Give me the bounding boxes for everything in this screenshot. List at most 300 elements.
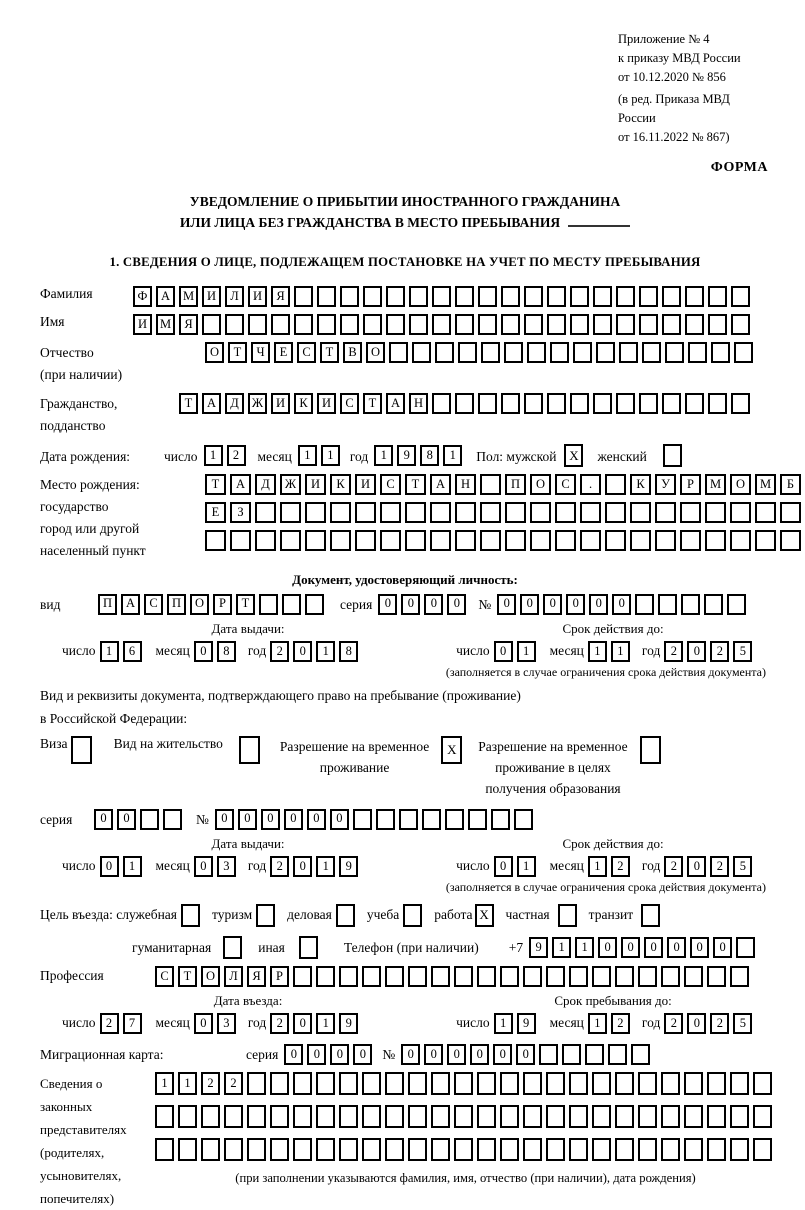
char-cell[interactable]: П <box>167 594 186 615</box>
char-cell[interactable] <box>593 286 612 307</box>
char-cell[interactable]: 0 <box>307 809 326 830</box>
char-cell[interactable]: 1 <box>443 445 462 466</box>
char-cell[interactable] <box>478 286 497 307</box>
char-cell[interactable]: 9 <box>339 856 358 877</box>
char-cell[interactable] <box>593 314 612 335</box>
char-cell[interactable] <box>585 1044 604 1065</box>
char-cell[interactable] <box>605 530 626 551</box>
char-cell[interactable]: 2 <box>710 856 729 877</box>
char-cell[interactable] <box>580 502 601 523</box>
char-cell[interactable] <box>409 314 428 335</box>
char-cell[interactable] <box>353 809 372 830</box>
char-cell[interactable] <box>736 937 755 958</box>
char-cell[interactable]: 1 <box>178 1072 197 1095</box>
char-cell[interactable] <box>755 530 776 551</box>
char-cell[interactable]: 5 <box>733 641 752 662</box>
char-cell[interactable] <box>615 1072 634 1095</box>
char-cell[interactable] <box>638 1072 657 1095</box>
char-cell[interactable] <box>408 1138 427 1161</box>
char-cell[interactable]: 0 <box>470 1044 489 1065</box>
char-cell[interactable] <box>705 530 726 551</box>
char-cell[interactable]: О <box>205 342 224 363</box>
char-cell[interactable] <box>385 1072 404 1095</box>
char-cell[interactable] <box>569 1105 588 1128</box>
char-cell[interactable] <box>527 342 546 363</box>
char-cell[interactable] <box>478 393 497 414</box>
char-cell[interactable]: 8 <box>217 641 236 662</box>
char-cell[interactable] <box>339 1072 358 1095</box>
char-cell[interactable] <box>630 530 651 551</box>
char-cell[interactable] <box>546 1072 565 1095</box>
char-cell[interactable] <box>480 502 501 523</box>
char-cell[interactable]: 0 <box>100 856 119 877</box>
char-cell[interactable]: 5 <box>733 1013 752 1034</box>
char-cell[interactable] <box>708 286 727 307</box>
char-cell[interactable]: 1 <box>588 641 607 662</box>
char-cell[interactable] <box>530 502 551 523</box>
char-cell[interactable]: 0 <box>447 594 466 615</box>
char-cell[interactable] <box>616 393 635 414</box>
char-cell[interactable] <box>178 1105 197 1128</box>
purpose-business-checkbox[interactable] <box>336 904 355 927</box>
char-cell[interactable] <box>230 530 251 551</box>
char-cell[interactable]: Ф <box>133 286 152 307</box>
char-cell[interactable] <box>455 502 476 523</box>
char-cell[interactable] <box>316 1105 335 1128</box>
char-cell[interactable]: 2 <box>710 1013 729 1034</box>
char-cell[interactable]: 0 <box>215 809 234 830</box>
temp-residence-checkbox[interactable]: X <box>441 736 462 764</box>
char-cell[interactable]: И <box>202 286 221 307</box>
char-cell[interactable]: 0 <box>494 641 513 662</box>
char-cell[interactable] <box>431 1138 450 1161</box>
char-cell[interactable]: 3 <box>217 1013 236 1034</box>
char-cell[interactable]: 1 <box>204 445 223 466</box>
sex-female-checkbox[interactable] <box>663 444 682 467</box>
char-cell[interactable]: З <box>230 502 251 523</box>
char-cell[interactable] <box>665 342 684 363</box>
char-cell[interactable]: О <box>530 474 551 495</box>
char-cell[interactable]: 1 <box>588 856 607 877</box>
char-cell[interactable]: Т <box>405 474 426 495</box>
char-cell[interactable] <box>707 966 726 987</box>
char-cell[interactable] <box>271 314 290 335</box>
char-cell[interactable] <box>753 1072 772 1095</box>
char-cell[interactable] <box>316 966 335 987</box>
char-cell[interactable] <box>711 342 730 363</box>
char-cell[interactable] <box>635 594 654 615</box>
char-cell[interactable] <box>555 502 576 523</box>
char-cell[interactable] <box>593 393 612 414</box>
char-cell[interactable] <box>685 286 704 307</box>
char-cell[interactable]: 2 <box>270 1013 289 1034</box>
char-cell[interactable] <box>638 966 657 987</box>
char-cell[interactable] <box>294 314 313 335</box>
char-cell[interactable] <box>340 314 359 335</box>
char-cell[interactable]: 0 <box>667 937 686 958</box>
char-cell[interactable]: Т <box>205 474 226 495</box>
char-cell[interactable]: Д <box>225 393 244 414</box>
char-cell[interactable] <box>780 502 801 523</box>
char-cell[interactable] <box>546 966 565 987</box>
char-cell[interactable] <box>707 1072 726 1095</box>
char-cell[interactable]: 0 <box>401 594 420 615</box>
char-cell[interactable]: 0 <box>589 594 608 615</box>
char-cell[interactable]: 7 <box>123 1013 142 1034</box>
purpose-transit-checkbox[interactable] <box>641 904 660 927</box>
char-cell[interactable] <box>247 1105 266 1128</box>
char-cell[interactable] <box>455 314 474 335</box>
char-cell[interactable] <box>293 1138 312 1161</box>
char-cell[interactable] <box>639 286 658 307</box>
char-cell[interactable]: 0 <box>194 641 213 662</box>
char-cell[interactable] <box>412 342 431 363</box>
purpose-work-checkbox[interactable]: X <box>475 904 494 927</box>
char-cell[interactable] <box>445 809 464 830</box>
char-cell[interactable]: 2 <box>611 1013 630 1034</box>
char-cell[interactable] <box>642 342 661 363</box>
char-cell[interactable] <box>592 966 611 987</box>
char-cell[interactable]: Л <box>225 286 244 307</box>
char-cell[interactable] <box>730 1072 749 1095</box>
char-cell[interactable] <box>569 966 588 987</box>
char-cell[interactable] <box>491 809 510 830</box>
char-cell[interactable]: Т <box>228 342 247 363</box>
char-cell[interactable] <box>178 1138 197 1161</box>
char-cell[interactable]: 1 <box>298 445 317 466</box>
char-cell[interactable]: 9 <box>517 1013 536 1034</box>
char-cell[interactable] <box>685 314 704 335</box>
char-cell[interactable] <box>705 502 726 523</box>
char-cell[interactable]: М <box>705 474 726 495</box>
char-cell[interactable] <box>547 286 566 307</box>
char-cell[interactable] <box>247 1138 266 1161</box>
char-cell[interactable] <box>140 809 159 830</box>
char-cell[interactable]: 5 <box>733 856 752 877</box>
char-cell[interactable]: С <box>144 594 163 615</box>
char-cell[interactable]: 3 <box>217 856 236 877</box>
char-cell[interactable] <box>430 502 451 523</box>
char-cell[interactable] <box>616 314 635 335</box>
char-cell[interactable] <box>505 530 526 551</box>
char-cell[interactable]: А <box>230 474 251 495</box>
char-cell[interactable] <box>155 1105 174 1128</box>
char-cell[interactable] <box>570 393 589 414</box>
char-cell[interactable] <box>734 342 753 363</box>
char-cell[interactable] <box>662 286 681 307</box>
char-cell[interactable] <box>704 594 723 615</box>
char-cell[interactable]: 0 <box>293 641 312 662</box>
char-cell[interactable] <box>270 1105 289 1128</box>
char-cell[interactable]: П <box>505 474 526 495</box>
char-cell[interactable] <box>661 1105 680 1128</box>
char-cell[interactable] <box>592 1072 611 1095</box>
char-cell[interactable]: 0 <box>566 594 585 615</box>
char-cell[interactable]: 0 <box>612 594 631 615</box>
char-cell[interactable] <box>468 809 487 830</box>
char-cell[interactable]: 1 <box>155 1072 174 1095</box>
char-cell[interactable]: 0 <box>293 856 312 877</box>
char-cell[interactable]: 1 <box>517 641 536 662</box>
char-cell[interactable]: 0 <box>330 809 349 830</box>
char-cell[interactable] <box>524 286 543 307</box>
char-cell[interactable]: 0 <box>644 937 663 958</box>
char-cell[interactable] <box>385 1105 404 1128</box>
char-cell[interactable] <box>524 393 543 414</box>
char-cell[interactable] <box>523 966 542 987</box>
char-cell[interactable] <box>294 286 313 307</box>
char-cell[interactable] <box>523 1138 542 1161</box>
char-cell[interactable] <box>431 966 450 987</box>
char-cell[interactable]: 0 <box>330 1044 349 1065</box>
char-cell[interactable] <box>201 1105 220 1128</box>
char-cell[interactable]: 1 <box>100 641 119 662</box>
char-cell[interactable] <box>481 342 500 363</box>
purpose-tourism-checkbox[interactable] <box>256 904 275 927</box>
char-cell[interactable] <box>316 1138 335 1161</box>
char-cell[interactable] <box>305 502 326 523</box>
char-cell[interactable] <box>631 1044 650 1065</box>
char-cell[interactable]: О <box>730 474 751 495</box>
char-cell[interactable] <box>523 1105 542 1128</box>
char-cell[interactable] <box>569 1138 588 1161</box>
char-cell[interactable] <box>500 1138 519 1161</box>
char-cell[interactable]: 9 <box>339 1013 358 1034</box>
char-cell[interactable] <box>569 1072 588 1095</box>
char-cell[interactable] <box>514 809 533 830</box>
char-cell[interactable]: Л <box>224 966 243 987</box>
char-cell[interactable]: 0 <box>687 1013 706 1034</box>
char-cell[interactable] <box>546 1105 565 1128</box>
char-cell[interactable] <box>454 1105 473 1128</box>
char-cell[interactable] <box>655 502 676 523</box>
char-cell[interactable] <box>707 1105 726 1128</box>
char-cell[interactable] <box>408 1072 427 1095</box>
char-cell[interactable] <box>547 393 566 414</box>
char-cell[interactable] <box>163 809 182 830</box>
char-cell[interactable]: Т <box>236 594 255 615</box>
char-cell[interactable]: О <box>190 594 209 615</box>
char-cell[interactable] <box>224 1105 243 1128</box>
char-cell[interactable] <box>608 1044 627 1065</box>
char-cell[interactable] <box>255 530 276 551</box>
char-cell[interactable]: А <box>386 393 405 414</box>
char-cell[interactable]: 1 <box>316 856 335 877</box>
char-cell[interactable]: 0 <box>543 594 562 615</box>
char-cell[interactable] <box>596 342 615 363</box>
char-cell[interactable]: 2 <box>710 641 729 662</box>
char-cell[interactable] <box>630 502 651 523</box>
char-cell[interactable] <box>225 314 244 335</box>
char-cell[interactable] <box>501 286 520 307</box>
char-cell[interactable] <box>339 1138 358 1161</box>
char-cell[interactable] <box>477 1105 496 1128</box>
char-cell[interactable]: П <box>98 594 117 615</box>
char-cell[interactable] <box>546 1138 565 1161</box>
char-cell[interactable]: М <box>755 474 776 495</box>
char-cell[interactable]: Е <box>205 502 226 523</box>
char-cell[interactable] <box>355 530 376 551</box>
purpose-official-checkbox[interactable] <box>181 904 200 927</box>
char-cell[interactable] <box>570 314 589 335</box>
char-cell[interactable] <box>727 594 746 615</box>
char-cell[interactable]: 0 <box>687 641 706 662</box>
char-cell[interactable] <box>386 286 405 307</box>
char-cell[interactable] <box>255 502 276 523</box>
char-cell[interactable] <box>658 594 677 615</box>
char-cell[interactable] <box>478 314 497 335</box>
char-cell[interactable]: 2 <box>201 1072 220 1095</box>
char-cell[interactable] <box>422 809 441 830</box>
char-cell[interactable]: 2 <box>611 856 630 877</box>
char-cell[interactable]: Т <box>178 966 197 987</box>
purpose-humanitarian-checkbox[interactable] <box>223 936 242 959</box>
char-cell[interactable]: К <box>294 393 313 414</box>
char-cell[interactable] <box>592 1138 611 1161</box>
char-cell[interactable]: И <box>133 314 152 335</box>
char-cell[interactable] <box>455 530 476 551</box>
char-cell[interactable] <box>339 1105 358 1128</box>
char-cell[interactable]: Н <box>455 474 476 495</box>
char-cell[interactable] <box>259 594 278 615</box>
char-cell[interactable]: 0 <box>238 809 257 830</box>
char-cell[interactable]: Р <box>680 474 701 495</box>
char-cell[interactable]: 2 <box>664 856 683 877</box>
char-cell[interactable] <box>455 393 474 414</box>
char-cell[interactable]: Ч <box>251 342 270 363</box>
char-cell[interactable]: О <box>366 342 385 363</box>
char-cell[interactable] <box>550 342 569 363</box>
char-cell[interactable]: И <box>305 474 326 495</box>
char-cell[interactable] <box>681 594 700 615</box>
char-cell[interactable] <box>662 314 681 335</box>
char-cell[interactable]: 2 <box>664 1013 683 1034</box>
char-cell[interactable]: 0 <box>293 1013 312 1034</box>
char-cell[interactable] <box>680 530 701 551</box>
char-cell[interactable] <box>562 1044 581 1065</box>
char-cell[interactable]: Р <box>213 594 232 615</box>
char-cell[interactable]: 0 <box>194 1013 213 1034</box>
char-cell[interactable]: 0 <box>424 1044 443 1065</box>
char-cell[interactable]: С <box>297 342 316 363</box>
char-cell[interactable] <box>408 966 427 987</box>
char-cell[interactable]: 0 <box>687 856 706 877</box>
char-cell[interactable] <box>500 1072 519 1095</box>
char-cell[interactable] <box>685 393 704 414</box>
char-cell[interactable]: 1 <box>494 1013 513 1034</box>
char-cell[interactable]: 2 <box>664 641 683 662</box>
char-cell[interactable] <box>505 502 526 523</box>
char-cell[interactable] <box>755 502 776 523</box>
char-cell[interactable]: 1 <box>575 937 594 958</box>
char-cell[interactable] <box>405 530 426 551</box>
char-cell[interactable] <box>780 530 801 551</box>
char-cell[interactable]: И <box>317 393 336 414</box>
char-cell[interactable]: 0 <box>497 594 516 615</box>
char-cell[interactable] <box>504 342 523 363</box>
char-cell[interactable] <box>707 1138 726 1161</box>
char-cell[interactable] <box>224 1138 243 1161</box>
char-cell[interactable] <box>305 530 326 551</box>
char-cell[interactable]: К <box>330 474 351 495</box>
char-cell[interactable] <box>730 1105 749 1128</box>
char-cell[interactable] <box>431 1072 450 1095</box>
char-cell[interactable] <box>389 342 408 363</box>
char-cell[interactable]: С <box>380 474 401 495</box>
char-cell[interactable] <box>477 1072 496 1095</box>
char-cell[interactable] <box>639 314 658 335</box>
char-cell[interactable]: 0 <box>516 1044 535 1065</box>
char-cell[interactable]: 1 <box>316 641 335 662</box>
char-cell[interactable] <box>547 314 566 335</box>
char-cell[interactable]: 0 <box>401 1044 420 1065</box>
char-cell[interactable] <box>408 1105 427 1128</box>
char-cell[interactable] <box>430 530 451 551</box>
char-cell[interactable]: Ж <box>280 474 301 495</box>
char-cell[interactable] <box>708 314 727 335</box>
char-cell[interactable] <box>480 530 501 551</box>
char-cell[interactable]: О <box>201 966 220 987</box>
char-cell[interactable]: 0 <box>424 594 443 615</box>
sex-male-checkbox[interactable]: X <box>564 444 583 467</box>
char-cell[interactable] <box>458 342 477 363</box>
char-cell[interactable] <box>380 530 401 551</box>
char-cell[interactable] <box>639 393 658 414</box>
char-cell[interactable] <box>619 342 638 363</box>
char-cell[interactable]: С <box>555 474 576 495</box>
char-cell[interactable]: А <box>430 474 451 495</box>
char-cell[interactable] <box>432 314 451 335</box>
char-cell[interactable]: 6 <box>123 641 142 662</box>
char-cell[interactable]: 0 <box>117 809 136 830</box>
char-cell[interactable]: . <box>580 474 601 495</box>
char-cell[interactable] <box>730 1138 749 1161</box>
char-cell[interactable] <box>409 286 428 307</box>
char-cell[interactable] <box>431 1105 450 1128</box>
purpose-private-checkbox[interactable] <box>558 904 577 927</box>
char-cell[interactable]: 2 <box>270 856 289 877</box>
char-cell[interactable] <box>684 1072 703 1095</box>
char-cell[interactable] <box>363 286 382 307</box>
char-cell[interactable] <box>454 1138 473 1161</box>
char-cell[interactable] <box>205 530 226 551</box>
char-cell[interactable] <box>753 1138 772 1161</box>
char-cell[interactable] <box>282 594 301 615</box>
char-cell[interactable]: 2 <box>224 1072 243 1095</box>
char-cell[interactable] <box>280 530 301 551</box>
char-cell[interactable] <box>731 314 750 335</box>
char-cell[interactable] <box>573 342 592 363</box>
char-cell[interactable] <box>477 1138 496 1161</box>
char-cell[interactable]: Н <box>409 393 428 414</box>
char-cell[interactable] <box>293 1072 312 1095</box>
char-cell[interactable] <box>340 286 359 307</box>
char-cell[interactable] <box>477 966 496 987</box>
char-cell[interactable] <box>202 314 221 335</box>
temp-residence-edu-checkbox[interactable] <box>640 736 661 764</box>
char-cell[interactable]: У <box>655 474 676 495</box>
char-cell[interactable]: Я <box>247 966 266 987</box>
char-cell[interactable]: Б <box>780 474 801 495</box>
char-cell[interactable]: 1 <box>123 856 142 877</box>
char-cell[interactable]: 0 <box>493 1044 512 1065</box>
char-cell[interactable]: А <box>202 393 221 414</box>
char-cell[interactable] <box>708 393 727 414</box>
char-cell[interactable] <box>523 1072 542 1095</box>
char-cell[interactable] <box>753 1105 772 1128</box>
char-cell[interactable]: 8 <box>420 445 439 466</box>
char-cell[interactable] <box>435 342 454 363</box>
